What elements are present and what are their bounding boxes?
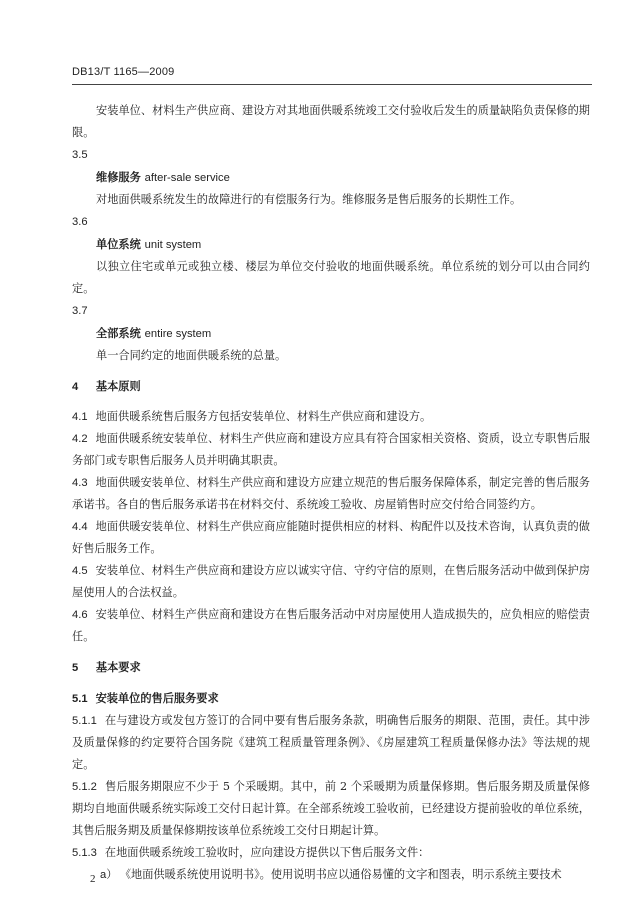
- section-number: 4: [72, 381, 79, 393]
- clause-number: 4.4: [72, 521, 88, 533]
- page-number: 2: [90, 873, 96, 885]
- clause-5-1-2: [72, 776, 590, 842]
- section-title: 基本要求: [95, 660, 141, 674]
- subsection-number: 5.1: [72, 693, 88, 705]
- clause-4-6: [72, 604, 590, 648]
- term-title-cn: 单位系统: [96, 237, 141, 251]
- section-heading-5: [72, 656, 590, 679]
- clause-4-1: [72, 406, 590, 428]
- term-title-cn: 维修服务: [96, 170, 141, 184]
- clause-text: 地面供暖系统安装单位、材料生产供应商和建设方应具有符合国家相关资格、资质，设立专职售后服务部门或专职售后服务人员并明确其职责。: [72, 432, 590, 467]
- section-number: 5: [72, 662, 79, 674]
- term-title-en: unit system: [144, 239, 202, 251]
- clause-4-5: [72, 560, 590, 604]
- term-title-en: after-sale service: [144, 172, 230, 184]
- term-title: [72, 166, 590, 189]
- clause-text: 售后服务期限应不少于 5 个采暖期。其中，前 2 个采暖期为质量保修期。售后服务期及质量保修期均自地面供暖系统实际竣工交付日起计算。在全部系统竣工验收前，已经建设方提前验收的单位系统，其售后服务期及质量保修期按该单位系统竣工交付日期起计算。: [72, 780, 590, 837]
- clause-text: 在地面供暖系统竣工验收时，应向建设方提供以下售后服务文件：: [104, 846, 430, 859]
- section-title: 基本原则: [95, 379, 141, 393]
- term-title-cn: 全部系统: [96, 326, 141, 340]
- list-text: 《地面供暖系统使用说明书》。使用说明书应以通俗易懂的文字和图表，明示系统主要技术: [125, 868, 562, 881]
- clause-number: 4.5: [72, 565, 88, 577]
- clause-4-4: [72, 516, 590, 560]
- standard-code: DB13/T 1165—2009: [72, 66, 175, 78]
- term-number: 3.6: [72, 216, 88, 228]
- list-item-a: [72, 864, 590, 886]
- clause-4-2: [72, 428, 590, 472]
- clause-5-1-3: [72, 842, 590, 864]
- section-heading-4: [72, 375, 590, 398]
- clause-4-3: [72, 472, 590, 516]
- term-definition: 对地面供暖系统发生的故障进行的有偿服务行为。维修服务是售后服务的长期性工作。: [96, 193, 522, 206]
- header-rule: [72, 84, 592, 85]
- term-3-6: [72, 211, 590, 300]
- clause-text: 安装单位、材料生产供应商和建设方应以诚实守信、守约守信的原则，在售后服务活动中做到保护房屋使用人的合法权益。: [72, 564, 590, 599]
- clause-text: 地面供暖系统售后服务方包括安装单位、材料生产供应商和建设方。: [95, 410, 432, 423]
- clause-text: 在与建设方或发包方签订的合同中要有售后服务条款，明确售后服务的期限、范围，责任。其中涉及质量保修的约定要符合国务院《建筑工程质量管理条例》、《房屋建筑工程质量保修办法》等法规的规定。: [72, 714, 590, 771]
- subsection-5-1: [72, 687, 590, 710]
- term-number: 3.5: [72, 149, 88, 161]
- clause-text: 地面供暖安装单位、材料生产供应商应能随时提供相应的材料、构配件以及技术咨询，认真负责的做好售后服务工作。: [72, 520, 590, 555]
- term-definition: 以独立住宅或单元或独立楼、楼层为单位交付验收的地面供暖系统。单位系统的划分可以由合同约定。: [72, 260, 590, 295]
- term-title-en: entire system: [144, 328, 212, 340]
- term-title: [72, 233, 590, 256]
- clause-number: 5.1.3: [72, 847, 97, 859]
- term-3-5: [72, 144, 590, 211]
- clause-number: 4.2: [72, 433, 88, 445]
- term-number: 3.7: [72, 305, 88, 317]
- page-content: [72, 100, 590, 886]
- clause-number: 4.1: [72, 411, 88, 423]
- term-title: [72, 322, 590, 345]
- term-3-7: [72, 300, 590, 367]
- clause-number: 5.1.1: [72, 715, 97, 727]
- clause-text: 安装单位、材料生产供应商和建设方在售后服务活动中对房屋使用人造成损失的，应负相应的赔偿责任。: [72, 608, 590, 643]
- list-label: a）: [100, 869, 118, 881]
- subsection-title: 安装单位的售后服务要求: [95, 691, 219, 705]
- clause-number: 4.6: [72, 609, 88, 621]
- clause-number: 5.1.2: [72, 781, 97, 793]
- clause-5-1-1: [72, 710, 590, 776]
- intro-paragraph: 安装单位、材料生产供应商、建设方对其地面供暖系统竣工交付验收后发生的质量缺陷负责保修的期限。: [72, 104, 590, 139]
- clause-text: 地面供暖安装单位、材料生产供应商和建设方应建立规范的售后服务保障体系，制定完善的售后服务承诺书。各自的售后服务承诺书在材料交付、系统竣工验收、房屋销售时应交付给合同签约方。: [72, 476, 590, 511]
- clause-number: 4.3: [72, 477, 88, 489]
- term-definition: 单一合同约定的地面供暖系统的总量。: [96, 349, 287, 362]
